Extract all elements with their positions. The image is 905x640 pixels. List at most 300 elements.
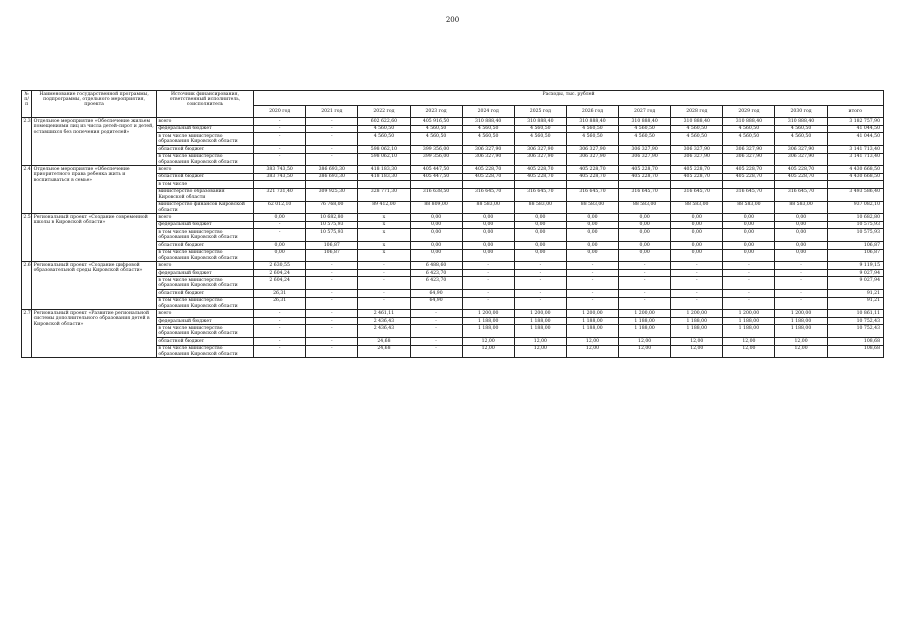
value-cell: 1 200,00 <box>619 310 671 317</box>
value-cell: - <box>254 338 306 345</box>
value-cell: 12,00 <box>671 345 723 358</box>
value-cell: - <box>619 297 671 310</box>
table-row <box>22 262 884 269</box>
value-cell: 12,00 <box>723 345 775 358</box>
value-cell: - <box>566 277 618 290</box>
total-cell: 937 082,10 <box>827 201 883 214</box>
total-cell <box>827 181 883 188</box>
funding-source: всего <box>156 310 253 317</box>
value-cell: - <box>462 262 514 269</box>
value-cell: 106,87 <box>306 242 358 249</box>
value-cell: - <box>723 262 775 269</box>
value-cell: 1 188,00 <box>671 317 723 324</box>
row-number: 2.6 <box>22 262 32 310</box>
value-cell: 386 693,30 <box>306 173 358 180</box>
value-cell: 1 200,00 <box>514 310 566 317</box>
funding-source: федеральный бюджет <box>156 317 253 324</box>
value-cell: 405 228,70 <box>566 166 618 173</box>
value-cell: - <box>619 262 671 269</box>
total-cell: 106,87 <box>827 242 883 249</box>
header-year: итого <box>827 106 883 118</box>
value-cell: - <box>410 345 462 358</box>
header-year: 2029 год <box>723 106 775 118</box>
total-cell: 3 141 713,40 <box>827 146 883 153</box>
value-cell: 4 560,50 <box>619 125 671 132</box>
value-cell: 0,00 <box>723 249 775 262</box>
value-cell: 306 327,90 <box>566 146 618 153</box>
value-cell: - <box>671 262 723 269</box>
value-cell: 405 228,70 <box>723 173 775 180</box>
value-cell: 418 183,30 <box>358 166 410 173</box>
header-year: 2024 год <box>462 106 514 118</box>
value-cell: 405 228,70 <box>566 173 618 180</box>
value-cell: 1 200,00 <box>723 310 775 317</box>
value-cell: - <box>671 269 723 276</box>
value-cell: 405 228,70 <box>514 173 566 180</box>
value-cell: - <box>410 317 462 324</box>
value-cell: 0,00 <box>566 229 618 242</box>
value-cell: 4 560,50 <box>723 125 775 132</box>
funding-source: в том числе министерство образования Кировской области <box>156 297 253 310</box>
funding-source: в том числе министерство образования Кировской области <box>156 345 253 358</box>
value-cell: - <box>775 297 827 310</box>
value-cell: х <box>358 249 410 262</box>
value-cell: 12,00 <box>619 338 671 345</box>
value-cell: 1 188,00 <box>514 317 566 324</box>
value-cell: - <box>254 118 306 125</box>
value-cell: 310 888,40 <box>775 118 827 125</box>
value-cell: 26,31 <box>254 297 306 310</box>
funding-source: областной бюджет <box>156 242 253 249</box>
total-cell: 3 493 586,40 <box>827 188 883 201</box>
header-source: Источник финансирования, ответственный исполнитель, соисполнитель <box>156 91 253 118</box>
value-cell: 0,00 <box>462 221 514 228</box>
value-cell: - <box>514 262 566 269</box>
value-cell: - <box>254 146 306 153</box>
funding-source: в том числе министерство образования Кировской области <box>156 153 253 166</box>
value-cell: 0,00 <box>410 221 462 228</box>
total-cell: 41 044,50 <box>827 125 883 132</box>
table-body <box>22 118 884 358</box>
value-cell: 1 188,00 <box>775 325 827 338</box>
total-cell: 3 141 713,40 <box>827 153 883 166</box>
value-cell: 0,00 <box>462 242 514 249</box>
value-cell: 6 423,70 <box>410 277 462 290</box>
value-cell: 4 560,50 <box>514 125 566 132</box>
value-cell: 0,00 <box>462 229 514 242</box>
value-cell: 2 461,11 <box>358 310 410 317</box>
value-cell: 0,00 <box>514 214 566 221</box>
value-cell: 0,00 <box>514 249 566 262</box>
header-year: 2020 год <box>254 106 306 118</box>
header-number: № п/п <box>22 91 32 118</box>
total-cell: 9 027,94 <box>827 269 883 276</box>
value-cell: 310 888,40 <box>462 118 514 125</box>
value-cell: 0,00 <box>619 249 671 262</box>
value-cell: 4 560,50 <box>619 133 671 146</box>
funding-source: всего <box>156 214 253 221</box>
value-cell: 0,00 <box>619 221 671 228</box>
value-cell: 1 188,00 <box>566 325 618 338</box>
total-cell: 10 575,93 <box>827 229 883 242</box>
value-cell: 598 062,10 <box>358 153 410 166</box>
value-cell: 0,00 <box>410 249 462 262</box>
value-cell: 4 560,50 <box>671 125 723 132</box>
total-cell: 10 752,43 <box>827 325 883 338</box>
value-cell: х <box>358 242 410 249</box>
value-cell: - <box>358 277 410 290</box>
total-cell: 91,21 <box>827 290 883 297</box>
funding-source: министерство финансов Кировской области <box>156 201 253 214</box>
value-cell: 310 888,40 <box>514 118 566 125</box>
value-cell: 405 447,50 <box>410 166 462 173</box>
value-cell: 598 062,10 <box>358 146 410 153</box>
value-cell: 4 560,50 <box>358 133 410 146</box>
value-cell <box>775 181 827 188</box>
value-cell: 405 228,70 <box>775 166 827 173</box>
value-cell: - <box>358 269 410 276</box>
value-cell: 2 436,43 <box>358 317 410 324</box>
total-cell: 3 182 757,90 <box>827 118 883 125</box>
value-cell: 12,00 <box>514 345 566 358</box>
value-cell: 12,00 <box>462 345 514 358</box>
table-row <box>22 118 884 125</box>
value-cell: - <box>306 317 358 324</box>
value-cell: 88 583,00 <box>514 201 566 214</box>
value-cell: - <box>306 277 358 290</box>
value-cell: - <box>775 277 827 290</box>
value-cell: 399 356,00 <box>410 153 462 166</box>
value-cell: 316 645,70 <box>775 188 827 201</box>
value-cell <box>358 181 410 188</box>
value-cell: 12,00 <box>723 338 775 345</box>
value-cell: 4 560,50 <box>671 133 723 146</box>
value-cell: 88 583,00 <box>462 201 514 214</box>
value-cell: 602 622,60 <box>358 118 410 125</box>
value-cell: 306 327,90 <box>462 153 514 166</box>
value-cell: 0,00 <box>775 242 827 249</box>
total-cell: 9 119,15 <box>827 262 883 269</box>
value-cell: - <box>619 290 671 297</box>
table-row <box>22 166 884 173</box>
value-cell: 405 228,70 <box>514 166 566 173</box>
table-header <box>22 91 884 118</box>
value-cell: 0,00 <box>671 249 723 262</box>
funding-source: всего <box>156 262 253 269</box>
value-cell: - <box>306 310 358 317</box>
value-cell: 0,00 <box>619 214 671 221</box>
total-cell: 9 027,94 <box>827 277 883 290</box>
value-cell: - <box>254 310 306 317</box>
value-cell: - <box>306 269 358 276</box>
value-cell: - <box>254 229 306 242</box>
value-cell: 309 925,30 <box>306 188 358 201</box>
value-cell: х <box>358 214 410 221</box>
value-cell: 12,00 <box>566 338 618 345</box>
value-cell: - <box>410 338 462 345</box>
value-cell: 12,00 <box>514 338 566 345</box>
header-year: 2023 год <box>410 106 462 118</box>
value-cell: 1 188,00 <box>514 325 566 338</box>
value-cell: 4 560,50 <box>462 133 514 146</box>
value-cell: 10 575,93 <box>306 229 358 242</box>
value-cell: 10 575,93 <box>306 221 358 228</box>
value-cell <box>306 181 358 188</box>
value-cell: - <box>462 269 514 276</box>
row-number: 2.5 <box>22 214 32 262</box>
value-cell: 316 645,70 <box>514 188 566 201</box>
value-cell: 88 583,00 <box>619 201 671 214</box>
value-cell: - <box>566 262 618 269</box>
value-cell: - <box>410 325 462 338</box>
funding-source: в том числе <box>156 181 253 188</box>
value-cell: 316 645,70 <box>462 188 514 201</box>
value-cell: 0,00 <box>775 214 827 221</box>
value-cell: 0,00 <box>566 249 618 262</box>
value-cell: 405 228,70 <box>671 173 723 180</box>
header-name: Наименование государственной программы, подпрограммы, отдельного мероприятия, проекта <box>32 91 157 118</box>
value-cell: 399 356,00 <box>410 146 462 153</box>
value-cell: 383 743,50 <box>254 173 306 180</box>
value-cell: 2 604,24 <box>254 277 306 290</box>
value-cell: - <box>410 310 462 317</box>
value-cell: 0,00 <box>775 221 827 228</box>
table-row <box>22 214 884 221</box>
value-cell: - <box>514 277 566 290</box>
value-cell: - <box>775 262 827 269</box>
value-cell: - <box>723 269 775 276</box>
value-cell: 0,00 <box>723 214 775 221</box>
value-cell: 4 560,50 <box>410 125 462 132</box>
value-cell: - <box>619 269 671 276</box>
value-cell: 306 327,90 <box>619 153 671 166</box>
measure-name: Региональный проект «Создание современной школы в Кировской области» <box>32 214 157 262</box>
value-cell: 76 768,00 <box>306 201 358 214</box>
value-cell: 0,00 <box>671 221 723 228</box>
value-cell: 0,00 <box>671 214 723 221</box>
value-cell: 12,00 <box>775 345 827 358</box>
funding-source: областной бюджет <box>156 290 253 297</box>
value-cell: х <box>358 221 410 228</box>
value-cell: - <box>514 297 566 310</box>
value-cell: 12,00 <box>462 338 514 345</box>
value-cell <box>514 181 566 188</box>
value-cell: 2 604,24 <box>254 269 306 276</box>
value-cell <box>723 181 775 188</box>
header-expenses: Расходы, тыс. рублей <box>254 91 884 106</box>
value-cell: 0,00 <box>462 249 514 262</box>
value-cell: - <box>566 290 618 297</box>
value-cell: 405 228,70 <box>619 166 671 173</box>
value-cell: - <box>306 325 358 338</box>
value-cell: - <box>306 153 358 166</box>
funding-source: в том числе министерство образования Кировской области <box>156 277 253 290</box>
total-cell: 4 430 668,50 <box>827 166 883 173</box>
value-cell: 306 327,90 <box>671 146 723 153</box>
value-cell: - <box>514 269 566 276</box>
value-cell: - <box>566 297 618 310</box>
value-cell: 316 645,70 <box>671 188 723 201</box>
value-cell: 0,00 <box>410 214 462 221</box>
value-cell: - <box>566 269 618 276</box>
value-cell: 6 488,60 <box>410 262 462 269</box>
value-cell: 10 682,80 <box>306 214 358 221</box>
funding-source: в том числе министерство образования Кировской области <box>156 325 253 338</box>
value-cell <box>254 181 306 188</box>
value-cell: 0,00 <box>723 229 775 242</box>
value-cell: - <box>306 297 358 310</box>
value-cell: 306 327,90 <box>775 153 827 166</box>
total-cell: 108,68 <box>827 345 883 358</box>
value-cell: 24,68 <box>358 338 410 345</box>
value-cell: - <box>306 338 358 345</box>
value-cell: - <box>254 221 306 228</box>
value-cell: 106,87 <box>306 249 358 262</box>
value-cell: 405 228,70 <box>723 166 775 173</box>
value-cell: - <box>254 317 306 324</box>
value-cell: 0,00 <box>514 229 566 242</box>
funding-source: федеральный бюджет <box>156 269 253 276</box>
value-cell: 88 583,00 <box>671 201 723 214</box>
value-cell: 88 583,00 <box>775 201 827 214</box>
value-cell: 0,00 <box>566 214 618 221</box>
value-cell: - <box>306 290 358 297</box>
value-cell: - <box>254 345 306 358</box>
value-cell: 328 771,30 <box>358 188 410 201</box>
value-cell: - <box>723 290 775 297</box>
value-cell: 0,00 <box>671 229 723 242</box>
value-cell: 0,00 <box>410 242 462 249</box>
value-cell: 4 560,50 <box>358 125 410 132</box>
value-cell: 0,00 <box>619 242 671 249</box>
value-cell: 0,00 <box>671 242 723 249</box>
value-cell: - <box>254 153 306 166</box>
value-cell: - <box>671 277 723 290</box>
value-cell: 306 327,90 <box>514 153 566 166</box>
value-cell: 405 916,50 <box>410 118 462 125</box>
total-cell: 10 575,93 <box>827 221 883 228</box>
value-cell: 64,90 <box>410 297 462 310</box>
funding-source: в том числе министерство образования Кировской области <box>156 249 253 262</box>
value-cell: 12,00 <box>619 345 671 358</box>
value-cell: 4 560,50 <box>723 133 775 146</box>
value-cell: 310 888,40 <box>723 118 775 125</box>
value-cell: 405 228,70 <box>775 173 827 180</box>
value-cell: 2 436,43 <box>358 325 410 338</box>
value-cell: 386 693,30 <box>306 166 358 173</box>
value-cell: 405 228,70 <box>462 173 514 180</box>
value-cell: - <box>619 277 671 290</box>
value-cell: 0,00 <box>566 221 618 228</box>
value-cell: 418 183,30 <box>358 173 410 180</box>
value-cell: 0,00 <box>514 242 566 249</box>
value-cell: 12,00 <box>775 338 827 345</box>
funding-source: федеральный бюджет <box>156 221 253 228</box>
value-cell: 0,00 <box>462 214 514 221</box>
value-cell: 6 423,70 <box>410 269 462 276</box>
value-cell: 0,00 <box>775 249 827 262</box>
value-cell: 88 583,00 <box>723 201 775 214</box>
value-cell: 0,00 <box>723 242 775 249</box>
value-cell: 306 327,90 <box>775 146 827 153</box>
total-cell: 108,68 <box>827 338 883 345</box>
total-cell: 106,87 <box>827 249 883 262</box>
value-cell: 0,00 <box>254 242 306 249</box>
value-cell: 2 630,55 <box>254 262 306 269</box>
value-cell: 89 412,00 <box>358 201 410 214</box>
header-year: 2027 год <box>619 106 671 118</box>
value-cell: - <box>462 297 514 310</box>
value-cell: 1 200,00 <box>462 310 514 317</box>
value-cell: - <box>254 325 306 338</box>
value-cell: - <box>358 290 410 297</box>
expenses-table <box>21 90 884 358</box>
value-cell: 0,00 <box>254 249 306 262</box>
funding-source: областной бюджет <box>156 338 253 345</box>
value-cell: - <box>306 125 358 132</box>
value-cell: 4 560,50 <box>775 125 827 132</box>
total-cell: 41 044,50 <box>827 133 883 146</box>
page-number: 200 <box>445 16 460 24</box>
value-cell: - <box>462 277 514 290</box>
value-cell: - <box>254 125 306 132</box>
value-cell: 316 645,70 <box>619 188 671 201</box>
value-cell: 0,00 <box>723 221 775 228</box>
value-cell: 321 731,40 <box>254 188 306 201</box>
measure-name: Региональный проект «Развитие региональной системы дополнительного образования детей в Кировской области» <box>32 310 157 358</box>
value-cell: 1 200,00 <box>775 310 827 317</box>
value-cell: 1 200,00 <box>566 310 618 317</box>
row-number: 2.3 <box>22 118 32 166</box>
value-cell: 316 645,70 <box>566 188 618 201</box>
funding-source: всего <box>156 118 253 125</box>
value-cell <box>462 181 514 188</box>
value-cell: 306 327,90 <box>723 153 775 166</box>
value-cell: 0,00 <box>254 214 306 221</box>
value-cell: 0,00 <box>775 229 827 242</box>
funding-source: областной бюджет <box>156 146 253 153</box>
value-cell: - <box>306 345 358 358</box>
value-cell: - <box>723 277 775 290</box>
value-cell: - <box>306 262 358 269</box>
measure-name: Отдельное мероприятие «Обеспечение жильем помещениями лиц из числа детей-сирот и детей, оставшихся без попечения родителей» <box>32 118 157 166</box>
value-cell: 88 583,00 <box>566 201 618 214</box>
table-row <box>22 310 884 317</box>
value-cell: 4 560,50 <box>410 133 462 146</box>
value-cell: - <box>306 146 358 153</box>
value-cell: 316 638,50 <box>410 188 462 201</box>
value-cell: 4 560,50 <box>566 125 618 132</box>
value-cell: 310 888,40 <box>619 118 671 125</box>
value-cell: - <box>671 297 723 310</box>
value-cell: 306 327,90 <box>619 146 671 153</box>
value-cell: 306 327,90 <box>566 153 618 166</box>
value-cell: - <box>254 133 306 146</box>
value-cell: - <box>723 297 775 310</box>
header-year: 2028 год <box>671 106 723 118</box>
value-cell: 0,00 <box>410 229 462 242</box>
value-cell: 306 327,90 <box>723 146 775 153</box>
value-cell: 316 645,70 <box>723 188 775 201</box>
value-cell: 310 888,40 <box>566 118 618 125</box>
total-cell: 4 430 668,50 <box>827 173 883 180</box>
row-number: 2.4 <box>22 166 32 214</box>
total-cell: 10 682,80 <box>827 214 883 221</box>
value-cell: х <box>358 229 410 242</box>
value-cell: 306 327,90 <box>462 146 514 153</box>
value-cell: 88 809,00 <box>410 201 462 214</box>
funding-source: в том числе министерство образования Кировской области <box>156 229 253 242</box>
